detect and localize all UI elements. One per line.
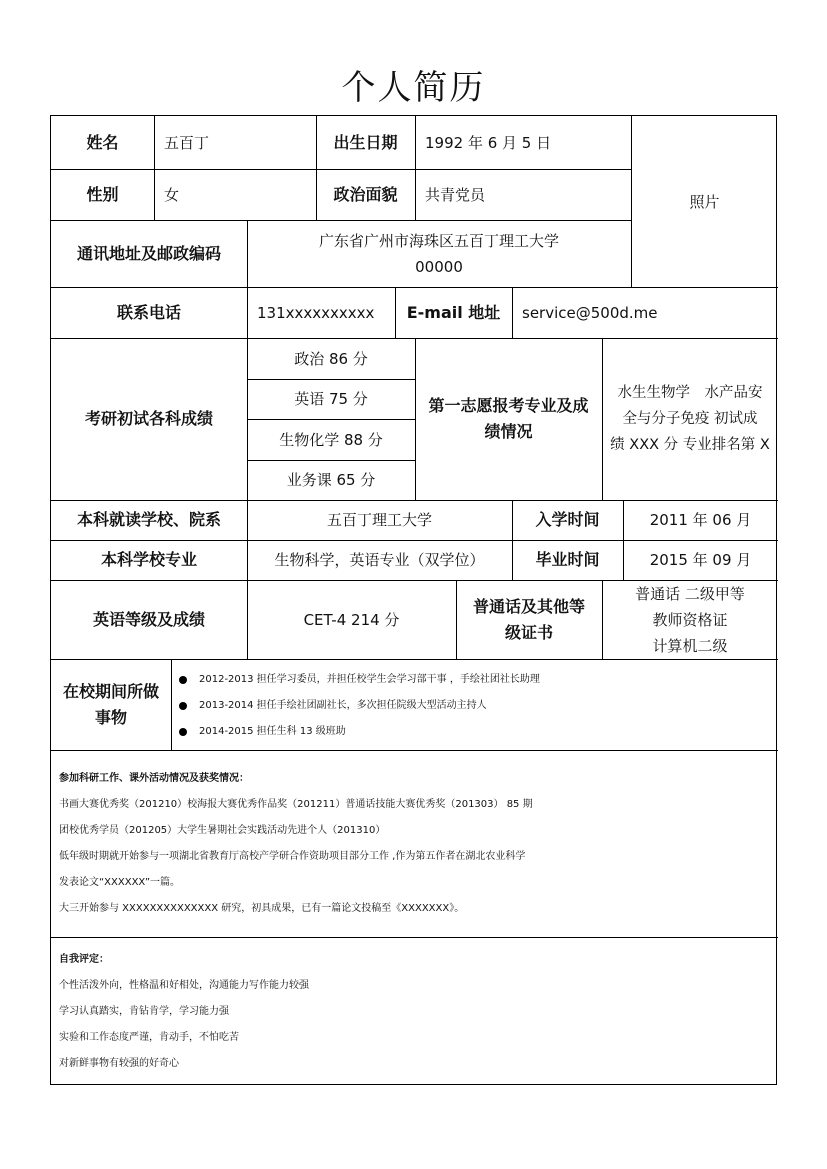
research-line: 发表论文“XXXXXX”一篇。 (59, 877, 181, 888)
school-label: 本科就读学校、院系 (76, 510, 221, 529)
photo-placeholder: 照片 (689, 192, 720, 211)
other-cert-values: 普通话 二级甲等 教师资格证 计算机二级 (635, 584, 745, 655)
self-eval-line: 个性活泼外向，性格温和好相处，沟通能力写作能力较强 (59, 980, 309, 991)
first-choice-label: 第一志愿报考专业及成 绩情况 (428, 396, 589, 441)
grad-value: 2015 年 09 月 (649, 551, 752, 569)
address-label: 通讯地址及邮政编码 (76, 243, 221, 263)
major-value: 生物科学，英语专业（双学位） (274, 551, 485, 569)
gender-value: 女 (164, 185, 180, 204)
political-value: 共青党员 (425, 185, 486, 204)
birth-label: 出生日期 (333, 132, 398, 152)
resume-table (50, 115, 777, 1085)
other-cert-label: 普通话及其他等 级证书 (472, 596, 585, 642)
email-value: service@500d.me (522, 303, 658, 322)
campus-items (179, 667, 774, 745)
self-eval-line: 对新鲜事物有较强的好奇心 (59, 1058, 179, 1069)
enroll-value: 2011 年 06 月 (649, 511, 752, 529)
list-item: 2013-2014 担任手绘社团副社长，多次担任院级大型活动主持人 (179, 693, 774, 719)
english-value: CET-4 214 分 (303, 610, 400, 629)
phone-label: 联系电话 (116, 302, 181, 322)
self-eval-section (59, 947, 774, 1077)
research-line: 团校优秀学员（201205）大学生暑期社会实践活动先进个人（201310） (59, 825, 386, 836)
research-line: 书画大赛优秀奖（201210）校海报大赛优秀作品奖（201211）普通话技能大赛优秀奖（201303） 85 期 (59, 799, 533, 810)
address-line-2: 00000 (415, 257, 463, 276)
page-title: 个人简历 (341, 68, 486, 108)
enroll-label: 入学时间 (535, 510, 600, 529)
school-value: 五百丁理工大学 (326, 511, 432, 529)
exam-label: 考研初试各科成绩 (84, 409, 213, 428)
research-line: 大三开始参与 XXXXXXXXXXXXXX 研究，初具成果，已有一篇论文投稿至《XXXXXXX》。 (59, 903, 465, 914)
self-eval-line: 学习认真踏实，肯钻肯学，学习能力强 (59, 1006, 229, 1017)
list-item: 2014-2015 担任生科 13 级班助 (179, 719, 774, 745)
first-choice-value: 水生生物学 水产品安 全与分子免疫 初试成 绩 XXX 分 专业排名第 X (610, 385, 770, 453)
address-value (247, 220, 631, 287)
phone-value: 131xxxxxxxxxx (257, 303, 375, 322)
exam-score: 政治 86 分 (294, 349, 368, 368)
political-label: 政治面貌 (333, 184, 398, 204)
grad-label: 毕业时间 (535, 550, 600, 569)
list-item: 2012-2013 担任学习委员，并担任校学生会学习部干事 ，手绘社团社长助理 (179, 667, 774, 693)
self-eval-line: 实验和工作态度严谨，肯动手，不怕吃苦 (59, 1032, 239, 1043)
major-label: 本科学校专业 (100, 550, 197, 569)
exam-score: 英语 75 分 (294, 390, 368, 408)
birth-value: 1992 年 6 月 5 日 (425, 133, 552, 152)
research-heading: 参加科研工作、课外活动情况及获奖情况： (59, 773, 249, 784)
email-label: E-mail 地址 (406, 302, 501, 322)
name-label: 姓名 (86, 132, 119, 152)
research-line: 低年级时期就开始参与一项湖北省教育厅高校产学研合作资助项目部分工作 ,作为第五作者在湖北农业科学 (59, 851, 526, 862)
name-value: 五百丁 (164, 133, 210, 152)
exam-score: 生物化学 88 分 (279, 430, 383, 449)
research-section (59, 766, 774, 922)
self-eval-heading: 自我评定： (59, 954, 109, 965)
campus-label: 在校期间所做 事物 (62, 681, 159, 727)
address-line-1: 广东省广州市海珠区五百丁理工大学 (318, 231, 559, 250)
gender-label: 性别 (86, 184, 119, 204)
exam-score: 业务课 65 分 (286, 471, 376, 489)
english-label: 英语等级及成绩 (92, 609, 205, 629)
